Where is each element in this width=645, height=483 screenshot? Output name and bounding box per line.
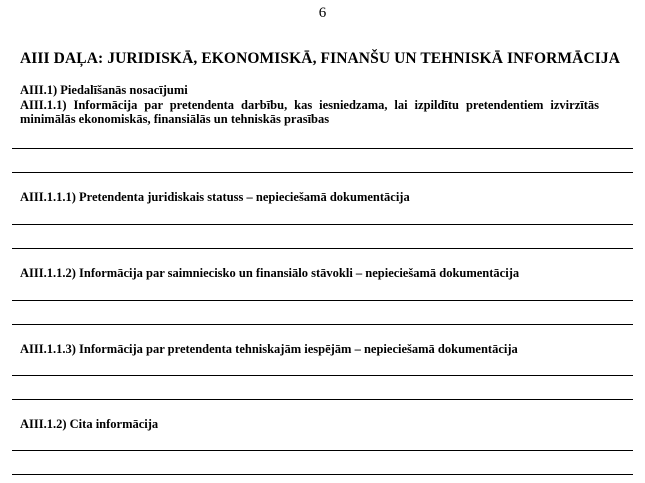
item-heading-technical-capacity: AIII.1.1.3) Informācija par pretendenta tehniskajām iespējām – nepieciešamā dokumentācija [20, 342, 518, 356]
fill-in-line [12, 474, 633, 475]
fill-in-line [12, 148, 633, 149]
fill-in-line [12, 324, 633, 325]
section-heading: AIII DAĻA: JURIDISKĀ, EKONOMISKĀ, FINANŠU UN TEHNISKĀ INFORMĀCIJA [20, 50, 621, 67]
subsection-heading: AIII.1) Piedalīšanās nosacījumi [20, 83, 188, 97]
fill-in-line [12, 224, 633, 225]
fill-in-line [12, 375, 633, 376]
fill-in-line [12, 300, 633, 301]
intro-paragraph: AIII.1.1) Informācija par pretendenta darbību, kas iesniedzama, lai izpildītu pretendentiem izvirzītās minimālās ekonomiskās, finansiālās un tehniskās prasības [20, 98, 599, 126]
item-heading-other-information: AIII.1.2) Cita informācija [20, 417, 159, 431]
fill-in-line [12, 450, 633, 451]
fill-in-line [12, 172, 633, 173]
item-heading-financial-standing: AIII.1.1.2) Informācija par saimniecisko un finansiālo stāvokli – nepieciešamā dokumentācija [20, 266, 520, 280]
fill-in-line [12, 248, 633, 249]
fill-in-line [12, 399, 633, 400]
page-number: 6 [318, 5, 327, 21]
item-heading-legal-status: AIII.1.1.1) Pretendenta juridiskais statuss – nepieciešamā dokumentācija [20, 190, 410, 204]
